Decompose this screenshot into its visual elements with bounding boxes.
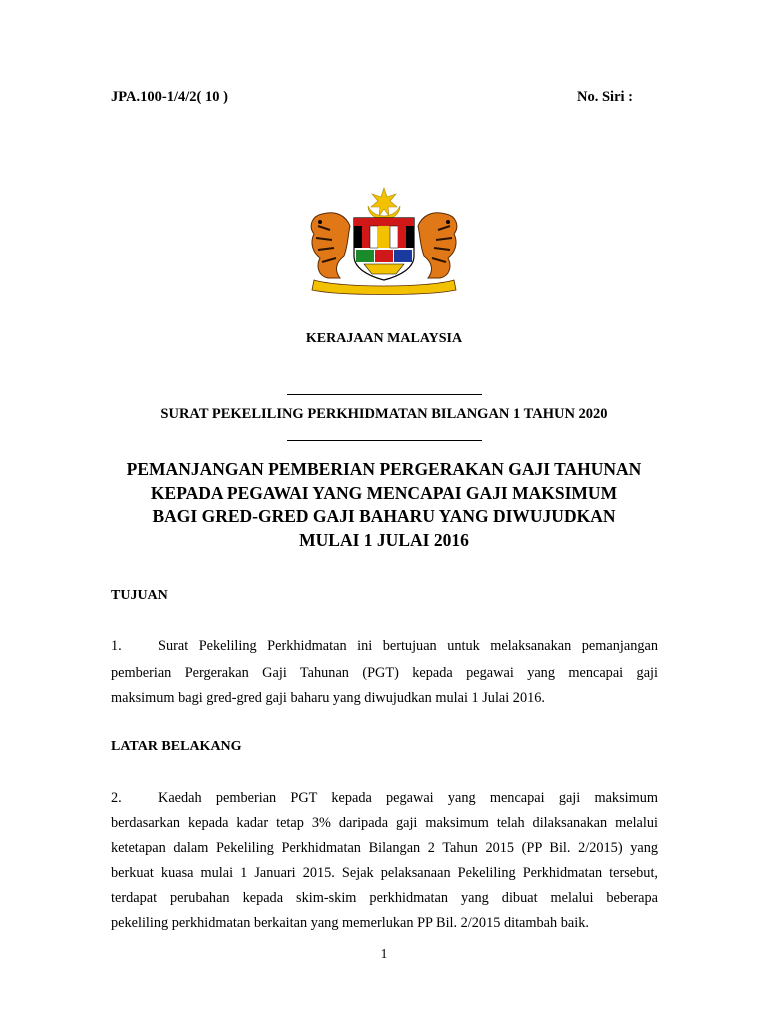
paragraph-line: berkuat kuasa mulai 1 Januari 2015. Sejak pelaksanaan Pekeliling Perkhidmatan tersebut, [111, 865, 658, 881]
coat-of-arms-emblem [300, 186, 468, 296]
serial-number-label: No. Siri : [577, 89, 633, 105]
section-heading-latar-belakang: LATAR BELAKANG [111, 739, 242, 754]
paragraph-number: 2. [111, 790, 122, 806]
circular-title: SURAT PEKELILING PERKHIDMATAN BILANGAN 1 TAHUN 2020 [160, 406, 608, 422]
title-line: MULAI 1 JULAI 2016 [299, 529, 469, 550]
title-line: KEPADA PEGAWAI YANG MENCAPAI GAJI MAKSIMUM [150, 482, 618, 503]
paragraph-line: pemberian Pergerakan Gaji Tahunan (PGT) kepada pegawai yang mencapai gaji [111, 665, 658, 681]
section-heading-tujuan: TUJUAN [111, 588, 168, 603]
bottom-divider [287, 440, 482, 441]
coat-of-arms-icon [300, 186, 468, 296]
paragraph-line: 1. Surat Pekeliling Perkhidmatan ini bertujuan untuk melaksanakan pemanjangan [111, 638, 658, 654]
page-number: 1 [380, 946, 388, 961]
document-title [0, 458, 768, 552]
reference-number: JPA.100-1/4/2( 10 ) [111, 89, 228, 105]
paragraph-line: maksimum bagi gred-gred gaji baharu yang diwujudkan mulai 1 Julai 2016. [111, 690, 545, 706]
title-line: BAGI GRED-GRED GAJI BAHARU YANG DIWUJUDKAN [152, 506, 616, 526]
paragraph-number: 1. [111, 638, 122, 654]
top-divider [287, 394, 482, 395]
title-line: PEMANJANGAN PEMBERIAN PERGERAKAN GAJI TAHUNAN [126, 459, 642, 479]
paragraph-line: pekeliling perkhidmatan berkaitan yang memerlukan PP Bil. 2/2015 ditambah baik. [111, 915, 589, 931]
paragraph-line: berdasarkan kepada kadar tetap 3% daripada gaji maksimum telah dilaksanakan melalui [111, 815, 658, 831]
government-name: KERAJAAN MALAYSIA [305, 331, 463, 346]
paragraph-line: 2. Kaedah pemberian PGT kepada pegawai yang mencapai gaji maksimum [111, 790, 658, 806]
paragraph-line: ketetapan dalam Pekeliling Perkhidmatan Bilangan 2 Tahun 2015 (PP Bil. 2/2015) yang [111, 840, 658, 856]
paragraph-line: terdapat perubahan kepada skim-skim perkhidmatan yang dibuat melalui beberapa [111, 890, 658, 906]
